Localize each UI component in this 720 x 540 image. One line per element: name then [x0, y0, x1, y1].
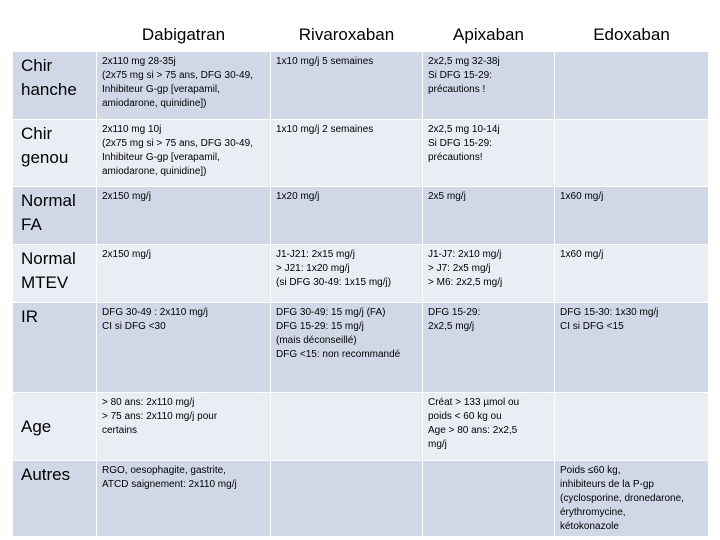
cell-dabigatran: DFG 30-49 : 2x110 mg/j CI si DFG <30 — [97, 303, 271, 393]
header-rivaroxaban: Rivaroxaban — [271, 19, 423, 52]
header-dabigatran: Dabigatran — [97, 19, 271, 52]
cell-rivaroxaban — [271, 461, 423, 537]
cell-dabigatran: > 80 ans: 2x110 mg/j > 75 ans: 2x110 mg/j pour certains — [97, 393, 271, 461]
cell-rivaroxaban: 1x10 mg/j 5 semaines — [271, 52, 423, 120]
table-row-normal-fa — [13, 187, 709, 245]
row-label: Normal FA — [13, 187, 97, 245]
header-corner — [13, 19, 97, 52]
cell-apixaban: 2x2,5 mg 32-38j Si DFG 15-29: précautions ! — [423, 52, 555, 120]
table-row-chir-genou — [13, 120, 709, 187]
cell-rivaroxaban: J1-J21: 2x15 mg/j > J21: 1x20 mg/j (si DFG 30-49: 1x15 mg/j) — [271, 245, 423, 303]
cell-apixaban: 2x5 mg/j — [423, 187, 555, 245]
cell-edoxaban — [555, 52, 709, 120]
row-label: Chir hanche — [13, 52, 97, 120]
cell-apixaban — [423, 461, 555, 537]
cell-edoxaban — [555, 393, 709, 461]
cell-rivaroxaban: DFG 30-49: 15 mg/j (FA) DFG 15-29: 15 mg/j (mais déconseillé) DFG <15: non recommandé — [271, 303, 423, 393]
cell-dabigatran: RGO, oesophagite, gastrite, ATCD saignement: 2x110 mg/j — [97, 461, 271, 537]
table-row-normal-mtev — [13, 245, 709, 303]
cell-rivaroxaban: 1x10 mg/j 2 semaines — [271, 120, 423, 187]
header-edoxaban: Edoxaban — [555, 19, 709, 52]
cell-edoxaban: DFG 15-30: 1x30 mg/j CI si DFG <15 — [555, 303, 709, 393]
table-row-age — [13, 393, 709, 461]
cell-dabigatran: 2x110 mg 10j (2x75 mg si > 75 ans, DFG 30-49, Inhibiteur G-gp [verapamil, amiodarone, quinidine]) — [97, 120, 271, 187]
cell-dabigatran: 2x110 mg 28-35j (2x75 mg si > 75 ans, DFG 30-49, Inhibiteur G-gp [verapamil, amiodarone, quinidine]) — [97, 52, 271, 120]
cell-edoxaban: 1x60 mg/j — [555, 245, 709, 303]
cell-apixaban: J1-J7: 2x10 mg/j > J7: 2x5 mg/j > M6: 2x2,5 mg/j — [423, 245, 555, 303]
cell-rivaroxaban: 1x20 mg/j — [271, 187, 423, 245]
row-label: Normal MTEV — [13, 245, 97, 303]
row-label: IR — [13, 303, 97, 393]
cell-edoxaban — [555, 120, 709, 187]
cell-dabigatran: 2x150 mg/j — [97, 245, 271, 303]
table-row-ir — [13, 303, 709, 393]
cell-dabigatran: 2x150 mg/j — [97, 187, 271, 245]
cell-rivaroxaban — [271, 393, 423, 461]
anticoagulant-dosing-table — [12, 18, 709, 537]
row-label: Chir genou — [13, 120, 97, 187]
row-label: Autres — [13, 461, 97, 537]
cell-edoxaban: Poids ≤60 kg, inhibiteurs de la P-gp (cyclosporine, dronedarone, érythromycine, kétokonazole — [555, 461, 709, 537]
row-label: Age — [13, 393, 97, 461]
cell-edoxaban: 1x60 mg/j — [555, 187, 709, 245]
header-apixaban: Apixaban — [423, 19, 555, 52]
cell-apixaban: DFG 15-29: 2x2,5 mg/j — [423, 303, 555, 393]
header-row — [13, 19, 709, 52]
table-row-autres — [13, 461, 709, 537]
cell-apixaban: Créat > 133 µmol ou poids < 60 kg ou Age > 80 ans: 2x2,5 mg/j — [423, 393, 555, 461]
cell-apixaban: 2x2,5 mg 10-14j Si DFG 15-29: précautions! — [423, 120, 555, 187]
table-row-chir-hanche — [13, 52, 709, 120]
